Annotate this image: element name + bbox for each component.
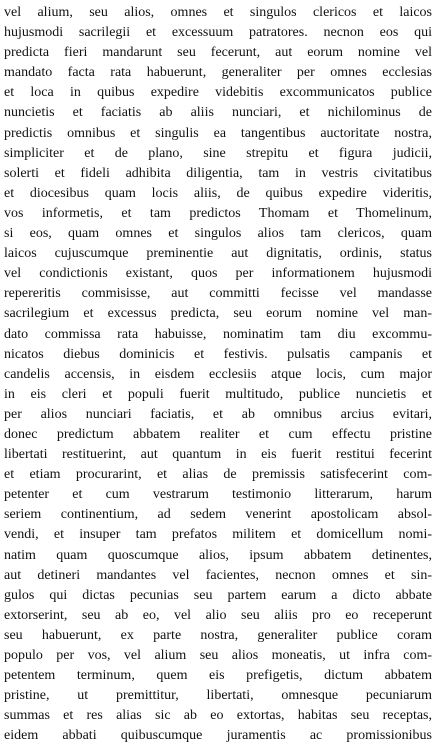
text-line: seu habuerunt, ex parte nostra, generaliter publice coram — [4, 627, 432, 643]
text-line: per alios nunciari faciatis, et ab omnibus arcius evitari, — [4, 406, 432, 422]
text-line: et loca in quibus expedire videbitis excommunicatos publice — [4, 85, 432, 101]
text-line: pristine, ut premittitur, libertati, omnesque pecuniarum — [4, 688, 432, 704]
text-line: populo per vos, vel alium seu alios moneatis, ut infra com- — [4, 648, 432, 663]
text-line: repereritis commisisse, aut committi fecisse vel mandasse — [4, 286, 432, 302]
text-line: si eos, quam omnes et singulos alios tam clericos, quam — [4, 226, 432, 242]
text-line: petentem terminum, quem eis prefigetis, dictum abbatem — [4, 668, 432, 684]
text-line: vel alium, seu alios, omnes et singulos clericos et laicos — [4, 5, 432, 20]
text-line: vel condictionis existant, quos per informationem hujusmodi — [4, 266, 432, 282]
text-line: vendi, et insuper tam prefatos militem et domicellum nomi- — [4, 527, 432, 543]
text-line: petenter et cum vestrarum testimonio litterarum, harum — [4, 487, 432, 503]
text-line: natim quam quoscumque alios, ipsum abbatem detinentes, — [4, 547, 432, 563]
text-line: sacrilegium et excessus predicta, seu eorum nomine vel man- — [4, 306, 432, 322]
text-line: libertati restituerint, aut quantum in eis fuerit restitui fecerint — [4, 447, 432, 463]
text-line: dato commissa rata habuisse, nominatim tam diu excommu- — [4, 326, 432, 342]
text-line: mandato facta rata habuerunt, generaliter per omnes ecclesias — [4, 65, 432, 81]
text-line: vos informetis, et tam predictos Thomam et Thomelinum, — [4, 205, 432, 221]
text-line: in eis cleri et populi fuerit multitudo, publice nuncietis et — [4, 386, 432, 402]
text-line: seriem continentium, ad sedem venerint apostolicam absol- — [4, 507, 432, 523]
text-line: gulos qui dictas pecunias seu partem earum a dicto abbate — [4, 587, 432, 603]
text-line: predictis omnibus et singulis ea tangentibus auctoritate nostra, — [4, 125, 432, 141]
text-line: donec predictum abbatem realiter et cum effectu pristine — [4, 426, 432, 442]
text-line: nicatos diebus dominicis et festivis. pulsatis campanis et — [4, 346, 432, 362]
text-line: extorserint, seu ab eo, vel alio seu aliis pro eo receperunt — [4, 607, 432, 623]
text-line: solerti et fideli adhibita diligentia, tam in vestris civitatibus — [4, 165, 432, 181]
text-line: eidem abbati quibuscumque juramentis ac promissionibus — [4, 728, 432, 744]
text-line: predicta fieri mandarunt seu fecerunt, aut eorum nomine vel — [4, 45, 432, 61]
text-line: et diocesibus quam locis aliis, de quibus expedire videritis, — [4, 185, 432, 201]
text-line: summas et res alias sic ab eo extortas, habitas seu receptas, — [4, 708, 432, 724]
text-line: aut detineri mandantes vel facientes, necnon omnes et sin- — [4, 567, 432, 583]
text-line: simpliciter et de plano, sine strepitu et figura judicii, — [4, 145, 432, 161]
text-line: laicos cujuscumque preminentie aut dignitatis, ordinis, status — [4, 246, 432, 262]
text-line: candelis accensis, in eisdem ecclesiis atque locis, cum major — [4, 366, 432, 382]
document-page — [4, 3, 432, 746]
text-line: et etiam procurarint, et alias de premissis satisfecerint com- — [4, 467, 432, 483]
text-line: hujusmodi sacrilegii et excessuum patratores. necnon eos qui — [4, 25, 432, 41]
text-line: nuncietis et faciatis ab aliis nunciari, et nichilominus de — [4, 105, 432, 121]
